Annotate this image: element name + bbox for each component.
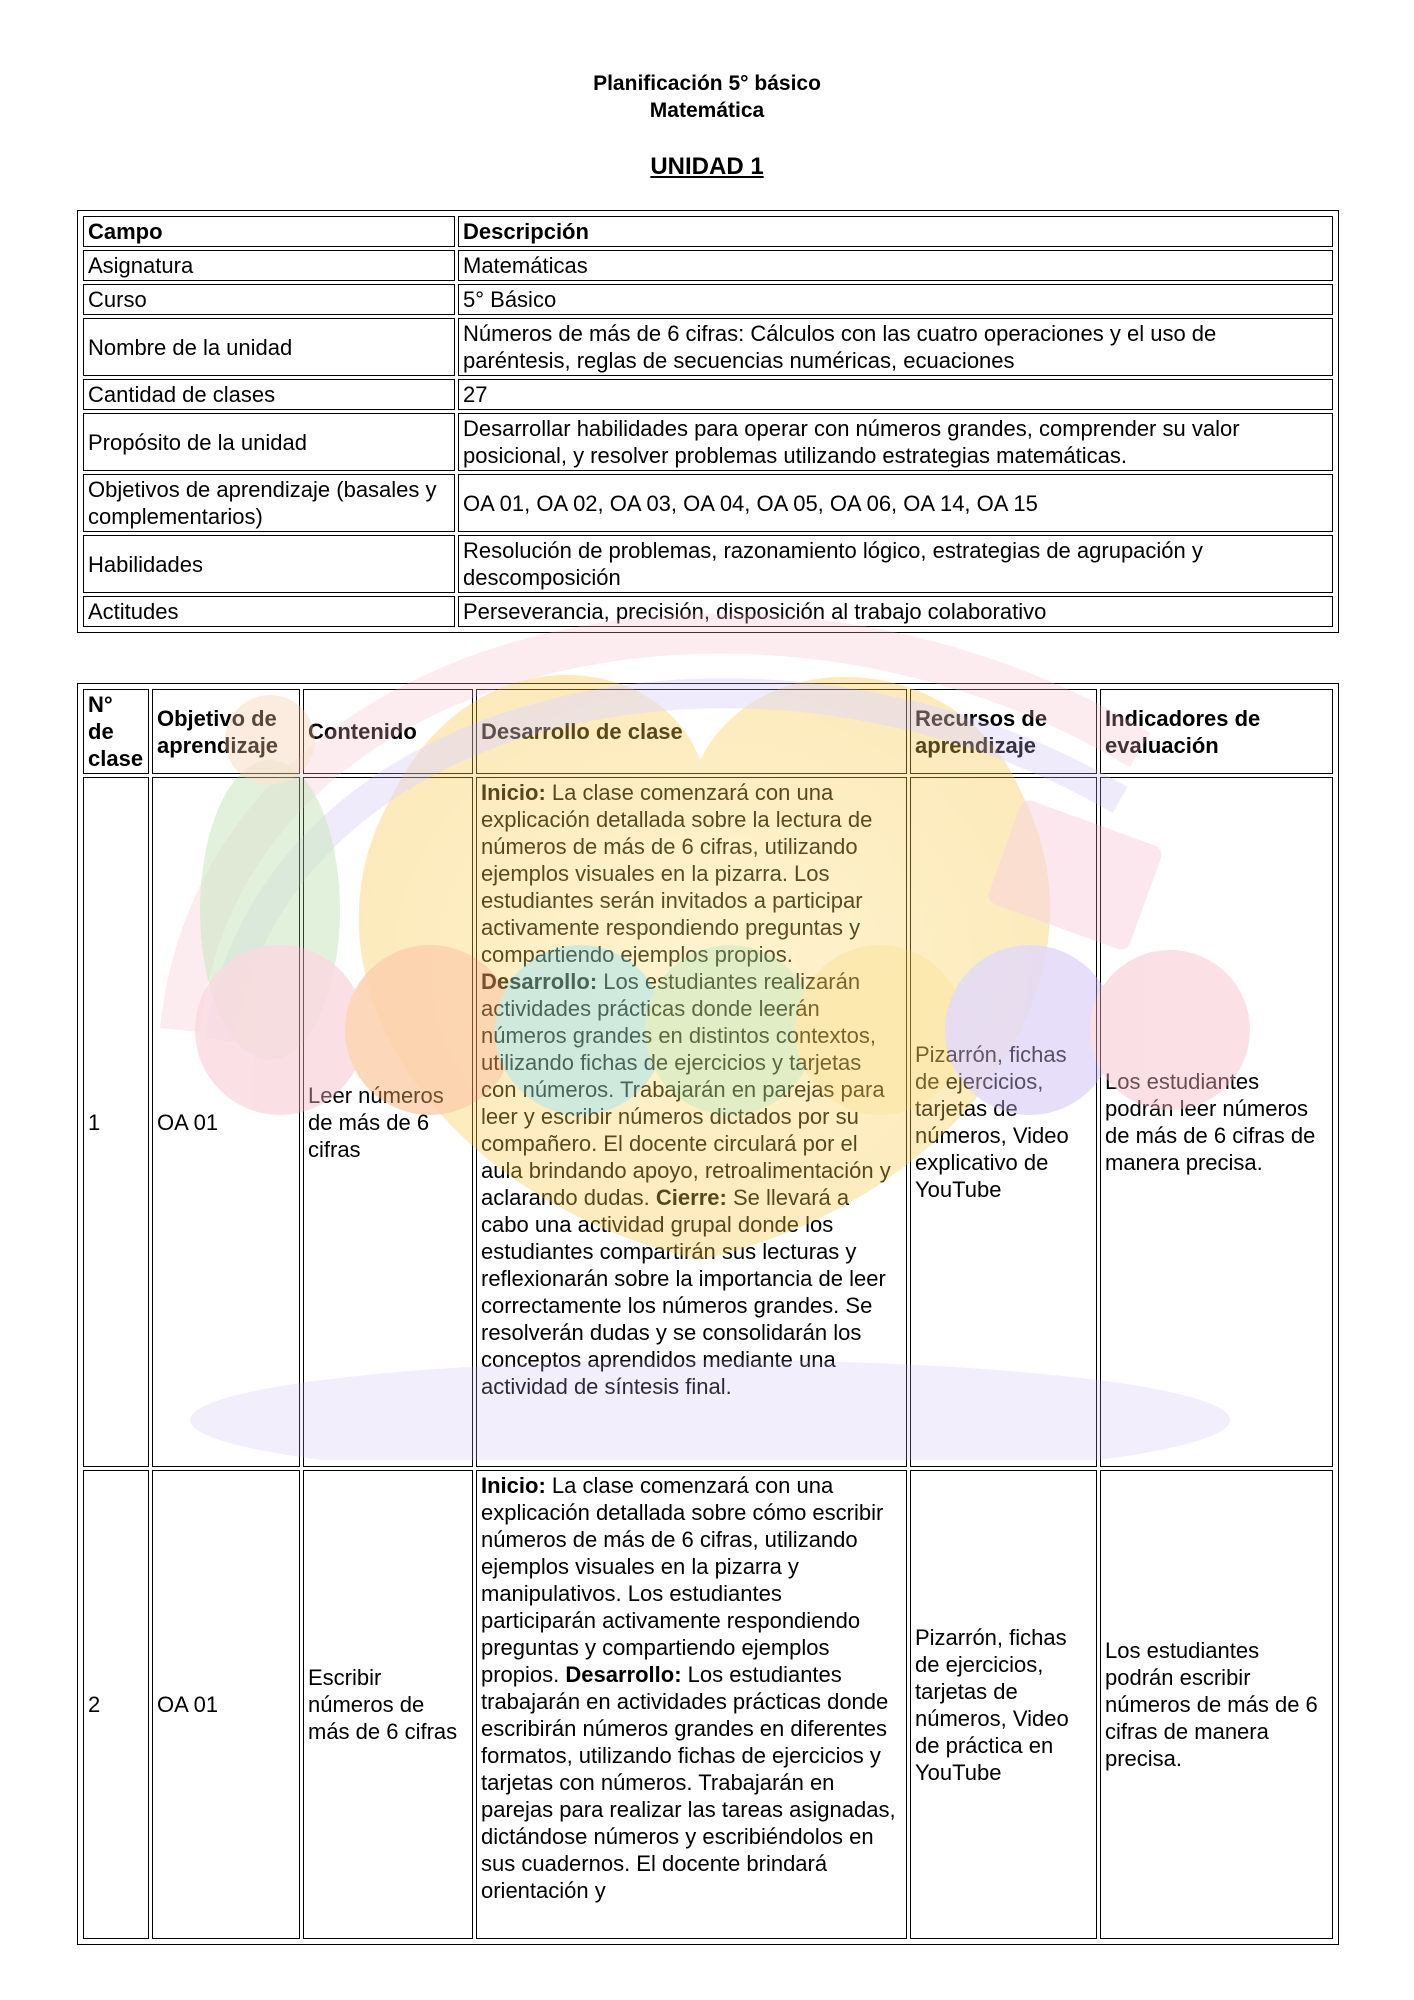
info-row <box>83 284 1333 315</box>
col-header-content: Contenido <box>303 689 473 774</box>
desarrollo-text: Los estudiantes trabajarán en actividades prácticas donde escribirán números grandes en diferentes formatos, utilizando fichas de ejercicios y tarjetas con números. Trabajarán en parejas para realizar las tareas asignadas, dictándose números y escribiéndolos en sus cuadernos. El docente brindará orientación y <box>481 1662 896 1903</box>
info-table <box>77 210 1339 633</box>
info-value: Resolución de problemas, razonamiento lógico, estrategias de agrupación y descomposición <box>458 535 1333 593</box>
col-header-num: N° de clase <box>83 689 149 774</box>
inicio-label: Inicio: <box>481 1473 546 1498</box>
cierre-label: Cierre: <box>655 1185 727 1210</box>
info-field: Curso <box>83 284 455 315</box>
class-indicators: Los estudiantes podrán escribir números de más de 6 cifras de manera precisa. <box>1100 1470 1333 1939</box>
info-row <box>83 379 1333 410</box>
desarrollo-label: Desarrollo: <box>565 1662 682 1687</box>
table-row <box>83 777 1333 1467</box>
info-field: Nombre de la unidad <box>83 318 455 376</box>
class-oa: OA 01 <box>152 1470 300 1939</box>
class-resources: Pizarrón, fichas de ejercicios, tarjetas de números, Video explicativo de YouTube <box>910 777 1097 1467</box>
title-line-1: Planificación 5° básico <box>593 72 821 95</box>
plan-table <box>77 683 1339 1945</box>
info-value: Desarrollar habilidades para operar con números grandes, comprender su valor posicional, y resolver problemas utilizando estrategias matemáticas. <box>458 413 1333 471</box>
class-content: Escribir números de más de 6 cifras <box>303 1470 473 1939</box>
unit-title: UNIDAD 1 <box>650 153 764 180</box>
class-number: 2 <box>83 1470 149 1939</box>
info-value: 5° Básico <box>458 284 1333 315</box>
class-indicators: Los estudiantes podrán leer números de más de 6 cifras de manera precisa. <box>1100 777 1333 1467</box>
info-row <box>83 535 1333 593</box>
info-field: Cantidad de clases <box>83 379 455 410</box>
info-header-row <box>83 216 1333 247</box>
class-development <box>476 1470 907 1939</box>
inicio-text: La clase comenzará con una explicación detallada sobre la lectura de números de más de 6 cifras, utilizando ejemplos visuales en la pizarra. Los estudiantes serán invitados a participar activamente respondiendo preguntas y compartiendo ejemplos propios. <box>481 780 873 967</box>
info-field: Habilidades <box>83 535 455 593</box>
col-header-campo: Campo <box>83 216 455 247</box>
info-row <box>83 474 1333 532</box>
info-row <box>83 413 1333 471</box>
desarrollo-label: Desarrollo: <box>481 969 598 994</box>
col-header-descripcion: Descripción <box>458 216 1333 247</box>
cierre-text: Se llevará a cabo una actividad grupal donde los estudiantes compartirán sus lecturas y reflexionarán sobre la importancia de leer correctamente los números grandes. Se resolverán dudas y se consolidarán los conceptos aprendidos mediante una actividad de síntesis final. <box>481 1185 886 1399</box>
class-development <box>476 777 907 1467</box>
info-value: 27 <box>458 379 1333 410</box>
inicio-label: Inicio: <box>481 780 546 805</box>
col-header-indicators: Indicadores de evaluación <box>1100 689 1333 774</box>
inicio-text: La clase comenzará con una explicación detallada sobre cómo escribir números de más de 6 cifras, utilizando ejemplos visuales en la pizarra y manipulativos. Los estudiantes participarán activamente respondiendo preguntas y compartiendo ejemplos propios. <box>481 1473 884 1687</box>
class-resources: Pizarrón, fichas de ejercicios, tarjetas de números, Video de práctica en YouTube <box>910 1470 1097 1939</box>
info-field: Asignatura <box>83 250 455 281</box>
info-row <box>83 250 1333 281</box>
col-header-development: Desarrollo de clase <box>476 689 907 774</box>
info-value: Matemáticas <box>458 250 1333 281</box>
page-title <box>0 70 1414 124</box>
class-oa: OA 01 <box>152 777 300 1467</box>
title-line-2: Matemática <box>649 99 765 122</box>
class-number: 1 <box>83 777 149 1467</box>
info-field: Objetivos de aprendizaje (basales y complementarios) <box>83 474 455 532</box>
info-value: OA 01, OA 02, OA 03, OA 04, OA 05, OA 06, OA 14, OA 15 <box>458 474 1333 532</box>
col-header-resources: Recursos de aprendizaje <box>910 689 1097 774</box>
info-value: Números de más de 6 cifras: Cálculos con las cuatro operaciones y el uso de paréntesis, reglas de secuencias numéricas, ecuaciones <box>458 318 1333 376</box>
class-content: Leer números de más de 6 cifras <box>303 777 473 1467</box>
info-field: Actitudes <box>83 596 455 627</box>
info-field: Propósito de la unidad <box>83 413 455 471</box>
table-row <box>83 1470 1333 1939</box>
col-header-oa: Objetivo de aprendizaje <box>152 689 300 774</box>
info-value: Perseverancia, precisión, disposición al trabajo colaborativo <box>458 596 1333 627</box>
plan-header-row <box>83 689 1333 774</box>
info-row <box>83 318 1333 376</box>
desarrollo-text: Los estudiantes realizarán actividades prácticas donde leerán números grandes en distintos contextos, utilizando fichas de ejercicios y tarjetas con números. Trabajarán en parejas para leer y escribir números dictados por su compañero. El docente circulará por el aula brindando apoyo, retroalimentación y aclarando dudas. <box>481 969 891 1210</box>
info-row <box>83 596 1333 627</box>
